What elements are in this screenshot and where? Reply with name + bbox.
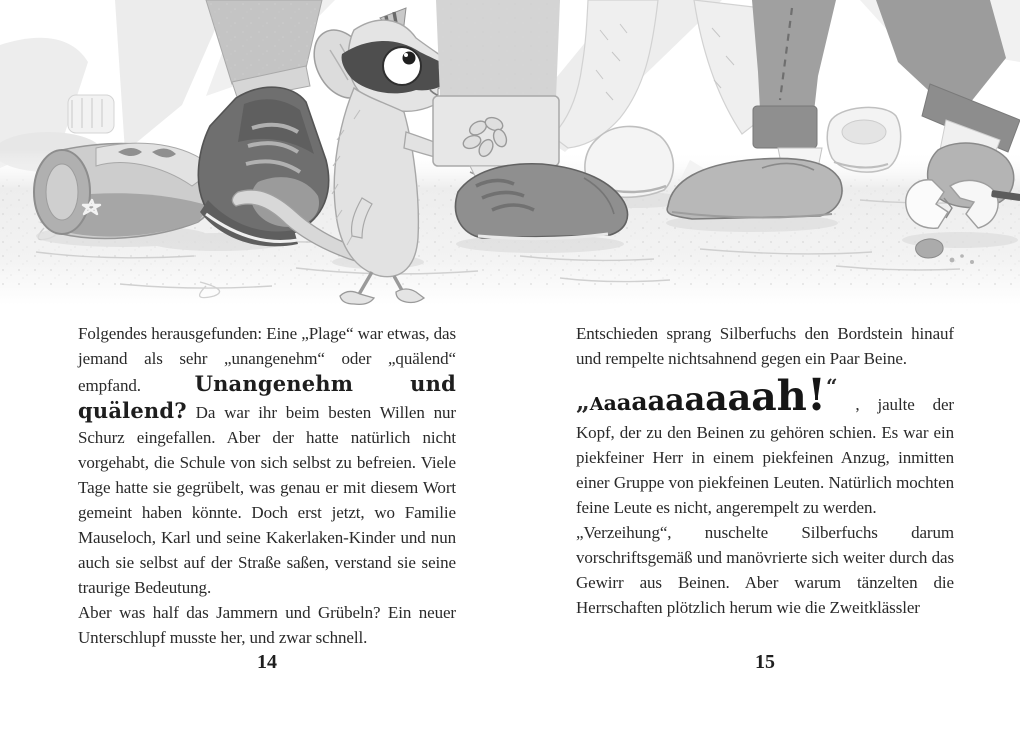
- scream-text: h: [776, 371, 807, 420]
- text-segment: Entschieden sprang Silberfuchs den Bordstein hinauf und rempelte nichtsahnend gegen ein Paar Beine.: [576, 324, 954, 368]
- text-segment: Da war ihr beim besten Willen nur Schurz eingefallen. Aber der hatte natürlich nicht vorgehabt, die Schule von sich selbst zu befreien. Viele Tage hatte sie gegrübelt, was genau er mit diesem Wort gemeint haben könnte. Doch erst jetzt, wo Familie Mauseloch, Karl und seine Kakerlaken-Kinder und nun auch sie selbst auf der Straße saßen, verstand sie seine traurige Bedeutung.: [78, 403, 456, 597]
- page-14-text: [78, 321, 456, 650]
- page-number-14: 14: [257, 651, 277, 673]
- scream-text: a: [684, 380, 706, 418]
- text-segment: , jaulte der Kopf, der zu den Beinen zu gehören schien. Es war ein piekfeiner Herr in einem piekfeinen Anzug, inmitten einer Gruppe von piekfeinen Leuten. Natürlich mochten feine Leute es nicht, angerempelt zu werden.: [576, 395, 954, 517]
- paragraph: [576, 321, 954, 371]
- page-number-15: 15: [755, 651, 775, 673]
- paragraph: [576, 520, 954, 620]
- white-slipper: [827, 107, 900, 172]
- paragraph: [78, 600, 456, 650]
- dark-hightop-sneaker: [198, 0, 328, 246]
- scream-text: a: [647, 385, 666, 417]
- scream-text: a: [665, 383, 685, 418]
- text-segment: “: [826, 374, 838, 398]
- text-segment: „Verzeihung“, nuschelte Silberfuchs darum vorschriftsgemäß und manövrierte sich weiter durch das Gewirr aus Beinen. Aber warum tänzelten die Herrschaften plötzlich herum wie die Zweitklässler: [576, 523, 954, 617]
- scream-text: a: [751, 374, 777, 420]
- rat-body: [334, 88, 418, 277]
- emphasis-text: Unangenehm und quälend?: [78, 371, 456, 423]
- paragraph: [576, 371, 954, 520]
- scream-text: a: [631, 386, 648, 416]
- paragraph: [78, 321, 456, 600]
- illustration-feet-and-rat: [0, 0, 1020, 312]
- scream-text: a: [616, 390, 632, 416]
- scream-text: a: [727, 375, 752, 419]
- page-15-text: [576, 321, 954, 620]
- scream-text: A: [589, 394, 604, 415]
- scream-text: a: [705, 379, 728, 419]
- text-segment: Aber was half das Jammern und Grübeln? Ein neuer Unterschlupf musste her, und zwar schnell.: [78, 603, 456, 647]
- toppled-sneaker: [34, 143, 220, 238]
- scream-text: !: [806, 370, 827, 421]
- text-segment: „: [576, 387, 590, 416]
- text-segment: Folgendes herausgefunden: Eine „Plage“ war etwas, das jemand als sehr „unangenehm“ oder „quälend“ empfand.: [78, 324, 456, 395]
- scream-text: a: [603, 391, 617, 415]
